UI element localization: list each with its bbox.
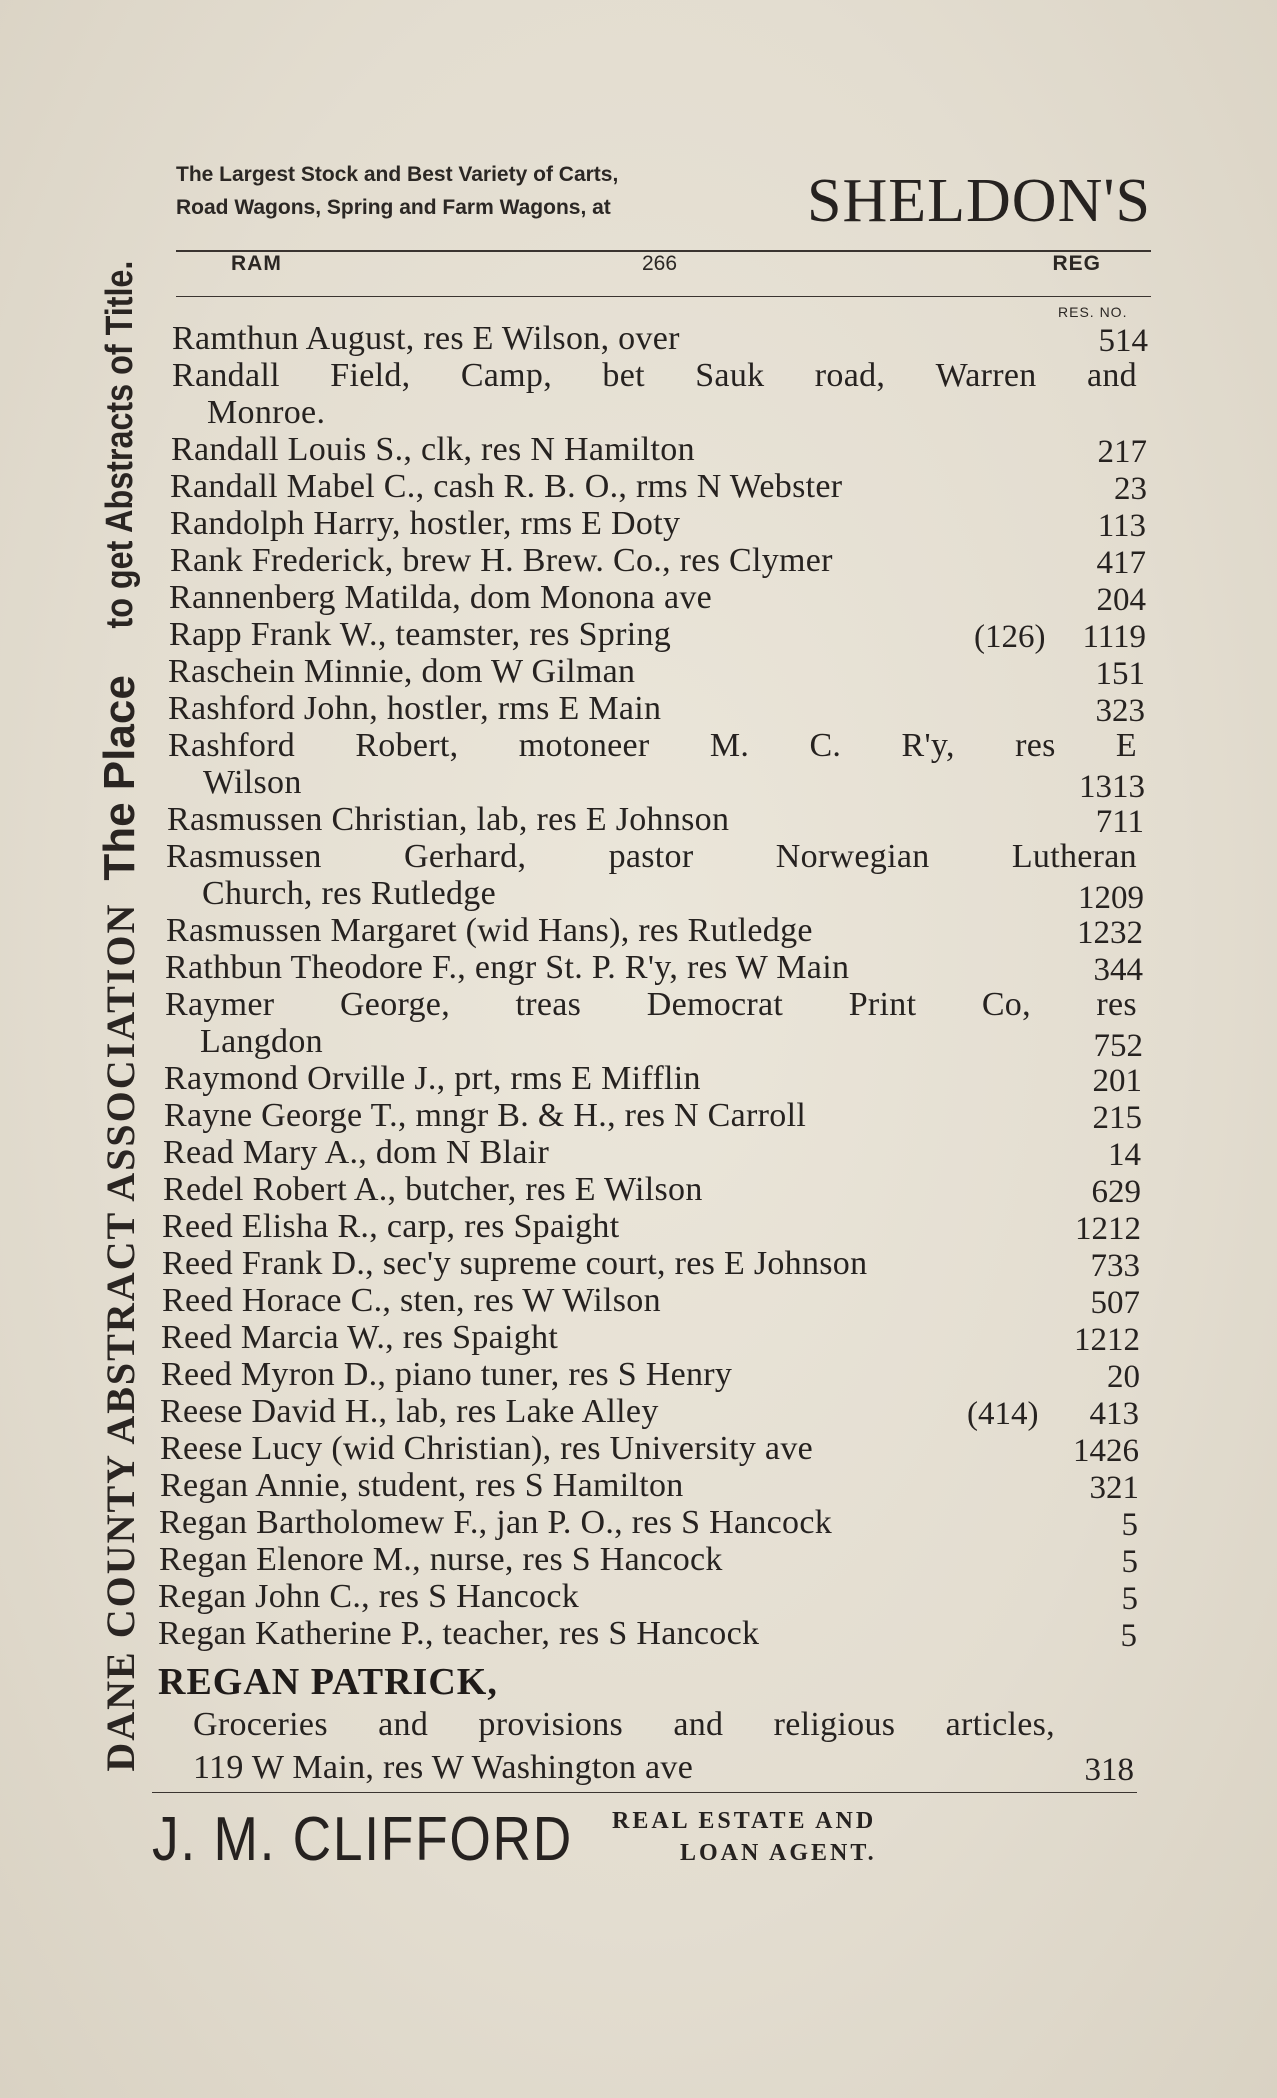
entry-line: Regan John C., res S Hancock xyxy=(158,1578,580,1615)
entry-word: bet xyxy=(602,357,645,394)
running-head-right: REG xyxy=(1052,252,1101,275)
entry-word: res xyxy=(1096,986,1137,1023)
entry-word: Rasmussen xyxy=(166,838,322,875)
running-head-rule xyxy=(176,296,1151,297)
entry-word: road, xyxy=(814,357,886,394)
entry-line xyxy=(166,838,1137,876)
entry-line xyxy=(172,357,1137,395)
entry-word: Robert, xyxy=(355,727,459,764)
entry-res-no: 417 xyxy=(1096,545,1146,581)
entry-line: Rayne George T., mngr B. & H., res N Carroll xyxy=(164,1097,807,1134)
entry-res-no: 5 xyxy=(1121,1581,1138,1617)
entry-res-no: 215 xyxy=(1092,1100,1142,1136)
entry-line: Randall Mabel C., cash R. B. O., rms N Webster xyxy=(170,468,843,505)
entry-res-no: 1212 xyxy=(1075,1211,1141,1247)
header-ad-line-2: Road Wagons, Spring and Farm Wagons, at xyxy=(176,196,611,219)
footer-ad-tag-1: REAL ESTATE AND xyxy=(612,1808,877,1834)
entry-word: Democrat xyxy=(646,986,784,1023)
featured-entry-word: religious xyxy=(773,1706,896,1743)
entry-line: Regan Katherine P., teacher, res S Hancock xyxy=(158,1615,760,1652)
entry-res-no: 1119 xyxy=(1082,619,1146,655)
entry-res-no: 1426 xyxy=(1073,1433,1139,1469)
running-head xyxy=(176,252,1151,286)
entry-res-no: 151 xyxy=(1095,656,1145,692)
entry-word: Sauk xyxy=(695,357,765,394)
entry-res-no: 507 xyxy=(1090,1285,1140,1321)
entry-res-no: 5 xyxy=(1121,1507,1138,1543)
entry-line: Reese Lucy (wid Christian), res University ave xyxy=(160,1430,814,1467)
entry-res-no: 344 xyxy=(1093,952,1143,988)
entry-word: res xyxy=(1015,727,1056,764)
entry-line: Redel Robert A., butcher, res E Wilson xyxy=(163,1171,703,1208)
featured-entry-word: articles, xyxy=(945,1706,1055,1743)
entry-res-no: 413 xyxy=(1089,1396,1139,1432)
entry-res-no: 5 xyxy=(1120,1618,1137,1654)
footer-rule xyxy=(152,1792,1137,1793)
entry-line xyxy=(168,727,1137,765)
entry-line: Reed Marcia W., res Spaight xyxy=(161,1319,559,1356)
entry-word: treas xyxy=(515,986,582,1023)
footer-ad-tag-2: LOAN AGENT. xyxy=(680,1840,877,1866)
entry-res-no: 752 xyxy=(1093,1028,1143,1064)
entry-word: motoneer xyxy=(518,727,650,764)
entry-line: Rapp Frank W., teamster, res Spring xyxy=(169,616,672,653)
featured-entry-word: and xyxy=(673,1706,724,1743)
entry-line: Randall Louis S., clk, res N Hamilton xyxy=(171,431,695,468)
featured-entry-line-2: 119 W Main, res W Washington ave xyxy=(193,1749,694,1786)
entry-res-no: 204 xyxy=(1096,582,1146,618)
entry-continuation-line: Monroe. xyxy=(207,394,326,431)
entry-res-no: 321 xyxy=(1089,1470,1139,1506)
entry-line: Read Mary A., dom N Blair xyxy=(163,1134,550,1171)
entry-word: pastor xyxy=(608,838,694,875)
entry-word: George, xyxy=(339,986,450,1023)
entry-res-no: 201 xyxy=(1092,1063,1142,1099)
entry-res-no: 1313 xyxy=(1079,769,1145,805)
entry-line xyxy=(165,986,1137,1024)
header-advertisement xyxy=(176,158,1151,238)
entry-res-no: 1232 xyxy=(1077,915,1143,951)
entry-res-no: 20 xyxy=(1107,1359,1140,1395)
entry-word: Warren xyxy=(935,357,1037,394)
entry-alt-no: (414) xyxy=(967,1396,1039,1432)
entry-res-no: 323 xyxy=(1095,693,1145,729)
running-head-left: RAM xyxy=(231,252,282,275)
entry-res-no: 113 xyxy=(1097,508,1146,544)
entry-line: Reed Frank D., sec'y supreme court, res E Johnson xyxy=(162,1245,868,1282)
entry-word: Camp, xyxy=(460,357,553,394)
entry-line: Reese David H., lab, res Lake Alley xyxy=(160,1393,659,1430)
entry-word: C. xyxy=(809,727,842,764)
entry-alt-no: (126) xyxy=(974,619,1046,655)
header-ad-line-1: The Largest Stock and Best Variety of Carts, xyxy=(176,163,619,186)
entry-res-no: 733 xyxy=(1090,1248,1140,1284)
featured-entry-name: REGAN PATRICK, xyxy=(158,1661,498,1703)
header-ad-brand: SHELDON'S xyxy=(807,167,1151,235)
entry-word: Rashford xyxy=(168,727,296,764)
side-band-advertisement xyxy=(80,140,160,1860)
featured-entry-word: and xyxy=(378,1706,429,1743)
entry-word: Raymer xyxy=(165,986,275,1023)
entry-line: Reed Horace C., sten, res W Wilson xyxy=(162,1282,661,1319)
entry-continuation-line: Langdon xyxy=(200,1023,323,1060)
entry-word: Co, xyxy=(981,986,1031,1023)
entry-res-no: 629 xyxy=(1091,1174,1141,1210)
entry-line: Regan Elenore M., nurse, res S Hancock xyxy=(159,1541,723,1578)
side-band-association: DANE COUNTY ABSTRACT ASSOCIATION xyxy=(97,902,143,1772)
entry-res-no: 5 xyxy=(1121,1544,1138,1580)
entry-line: Reed Elisha R., carp, res Spaight xyxy=(162,1208,620,1245)
entry-continuation-line: Wilson xyxy=(203,764,302,801)
entry-word: Randall xyxy=(172,357,280,394)
featured-entry-line-1 xyxy=(193,1706,1055,1744)
entry-res-no: 711 xyxy=(1095,804,1144,840)
entry-res-no: 14 xyxy=(1108,1137,1141,1173)
footer-ad-name: J. M. CLIFFORD xyxy=(152,1805,574,1874)
entry-line: Raymond Orville J., prt, rms E Mifflin xyxy=(164,1060,701,1097)
entry-line: Regan Annie, student, res S Hamilton xyxy=(160,1467,684,1504)
featured-entry-word: provisions xyxy=(478,1706,624,1743)
column-heading: RES. NO. xyxy=(1058,304,1128,320)
entry-res-no: 217 xyxy=(1097,434,1147,470)
entry-word: and xyxy=(1086,357,1137,394)
featured-entry-word: Groceries xyxy=(193,1706,328,1743)
featured-entry-res-no: 318 xyxy=(1084,1752,1134,1788)
entry-word: Norwegian xyxy=(775,838,930,875)
entry-word: Gerhard, xyxy=(404,838,527,875)
entry-res-no: 514 xyxy=(1098,323,1148,359)
entry-word: M. xyxy=(709,727,750,764)
entry-res-no: 1212 xyxy=(1074,1322,1140,1358)
entry-continuation-line: Church, res Rutledge xyxy=(202,875,496,912)
entry-line: Rasmussen Margaret (wid Hans), res Rutledge xyxy=(166,912,813,949)
page-number: 266 xyxy=(642,252,678,275)
entry-line: Rathbun Theodore F., engr St. P. R'y, res W Main xyxy=(165,949,850,986)
entry-word: Lutheran xyxy=(1011,838,1137,875)
entry-word: Print xyxy=(848,986,917,1023)
entry-line: Regan Bartholomew F., jan P. O., res S Hancock xyxy=(159,1504,833,1541)
entry-line: Raschein Minnie, dom W Gilman xyxy=(168,653,636,690)
entry-word: E xyxy=(1115,727,1137,764)
entry-line: Reed Myron D., piano tuner, res S Henry xyxy=(161,1356,733,1393)
entry-line: Rashford John, hostler, rms E Main xyxy=(168,690,662,727)
entry-line: Rank Frederick, brew H. Brew. Co., res Clymer xyxy=(170,542,833,579)
entry-line: Rannenberg Matilda, dom Monona ave xyxy=(169,579,713,616)
side-band-slogan: The Place xyxy=(95,675,144,881)
entry-line: Ramthun August, res E Wilson, over xyxy=(172,320,680,357)
entry-res-no: 1209 xyxy=(1078,880,1144,916)
entry-word: Field, xyxy=(330,357,411,394)
entry-line: Randolph Harry, hostler, rms E Doty xyxy=(170,505,681,542)
entry-res-no: 23 xyxy=(1114,471,1147,507)
entry-word: R'y, xyxy=(901,727,955,764)
entry-line: Rasmussen Christian, lab, res E Johnson xyxy=(167,801,730,838)
side-band-abstracts: to get Abstracts of Title. xyxy=(98,260,141,629)
